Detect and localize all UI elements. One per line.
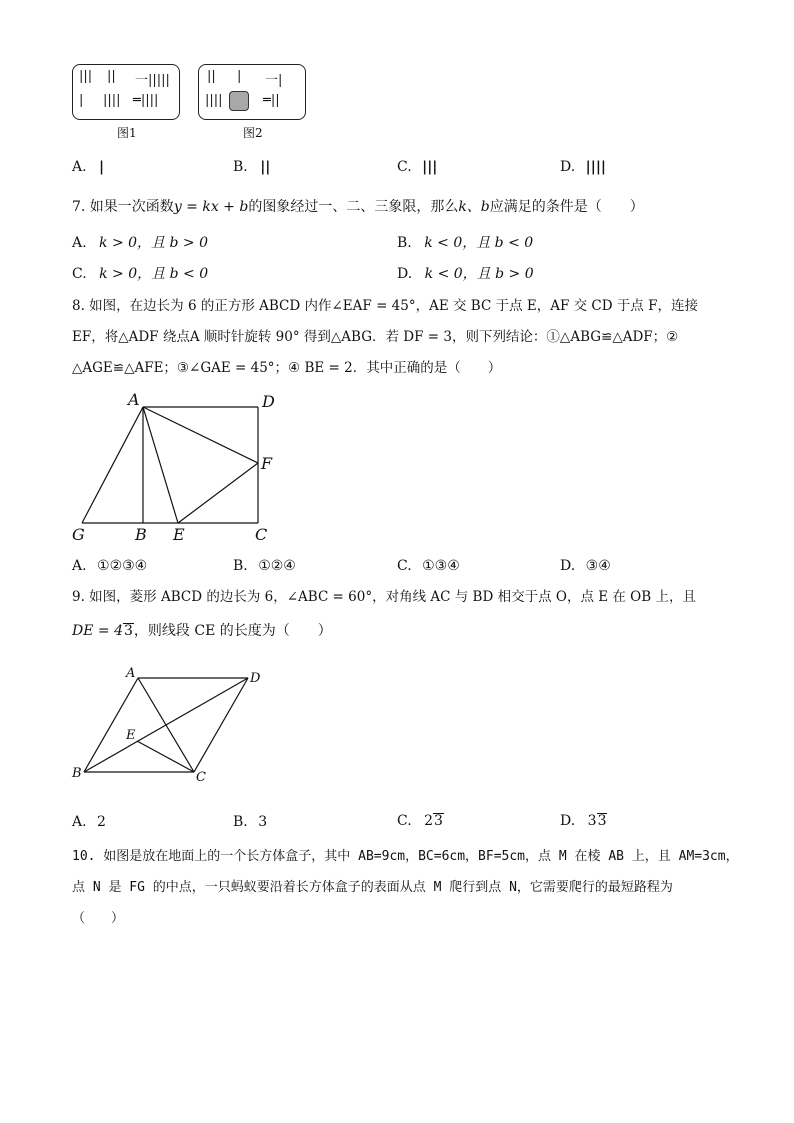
q8-option-a[interactable]: A. ①②③④ [72, 558, 148, 574]
q8-seg-AE [143, 407, 178, 523]
fig2-cell: ═|| [263, 93, 280, 108]
q7-stem: 7. 如果一次函数y = kx + b的图象经过一、二、三象限，那么k、b应满足的条件是（ ） [72, 199, 644, 215]
q6-option-c[interactable]: C. ||| [397, 159, 438, 175]
q8-seg-AF [143, 407, 258, 463]
q10-stem-line1: 10. 如图是放在地面上的一个长方体盒子，其中 AB=9cm，BC=6cm，BF=5cm，点 M 在棱 AB 上，且 AM=3cm， [72, 849, 739, 864]
q9-option-b[interactable]: B. 3 [233, 814, 268, 830]
q8-label-G: G [72, 525, 85, 544]
q9-label-D: D [250, 671, 261, 686]
q8-option-d[interactable]: D. ③④ [560, 558, 611, 574]
q9-option-c[interactable]: C. 23 [397, 813, 443, 829]
q8-seg-EF [178, 463, 258, 523]
q7-equation: y = kx + b [173, 199, 249, 215]
sqrt-symbol: 3 [434, 813, 443, 829]
q8-stem-line1: 8. 如图，在边长为 6 的正方形 ABCD 内作∠EAF = 45°，AE 交 BC 于点 E，AF 交 CD 于点 F，连接 [72, 298, 699, 314]
q10-stem-line2: 点 N 是 FG 的中点，一只蚂蚁要沿着长方体盒子的表面从点 M 爬行到点 N，它需要爬行的最短路程为 [72, 880, 673, 895]
fig2-cell: | [237, 69, 242, 84]
q7-option-d[interactable]: D. k < 0，且 b > 0 [397, 266, 534, 282]
q9-option-d[interactable]: D. 33 [560, 813, 607, 829]
q8-square-figure [70, 390, 280, 548]
figure-1 [72, 64, 180, 120]
fig1-cell: 一||||| [135, 73, 170, 88]
q9-label-E: E [126, 728, 136, 743]
fig1-cell: ═|||| [133, 93, 159, 108]
fig2-cell: |||| [205, 93, 223, 108]
q8-label-A: A [128, 390, 140, 409]
q9-label-C: C [196, 770, 206, 785]
q8-label-F: F [261, 454, 273, 473]
q7-option-c[interactable]: C. k > 0，且 b < 0 [72, 266, 209, 282]
q7-option-a[interactable]: A. k > 0，且 b > 0 [72, 235, 208, 251]
q8-stem-line2: EF，将△ADF 绕点A 顺时针旋转 90° 得到△ABG．若 DF = 3，则下列结论：①△ABG≌△ADF；② [72, 329, 679, 345]
fig2-cell: 一| [265, 73, 283, 88]
sqrt-symbol: 3 [123, 623, 133, 639]
q8-option-b[interactable]: B. ①②④ [233, 558, 296, 574]
fig1-cell: |||| [103, 93, 121, 108]
q8-stem-line3: △AGE≌△AFE；③∠GAE = 45°；④ BE = 2．其中正确的是（ ） [72, 360, 502, 376]
q6-option-d-value: |||| [585, 159, 607, 175]
q9-label-A: A [126, 666, 136, 681]
q6-option-d[interactable]: D. |||| [560, 159, 607, 175]
q9-rhombus-figure [70, 665, 270, 787]
q6-option-a-value: | [99, 159, 105, 175]
figure-2-caption: 图2 [243, 126, 263, 140]
q9-seg-AB [84, 678, 138, 772]
q8-label-D: D [262, 392, 275, 411]
q9-seg-BD [84, 678, 248, 772]
q9-label-B: B [72, 766, 82, 781]
fig1-cell: ||| [79, 69, 93, 84]
fig1-cell: || [107, 69, 116, 84]
q8-label-B: B [135, 525, 147, 544]
figure-1-caption: 图1 [117, 126, 137, 140]
q8-seg-AG [82, 407, 143, 523]
q9-stem-line2: DE = 43，则线段 CE 的长度为（ ） [72, 623, 332, 639]
q6-option-b-value: || [260, 159, 271, 175]
fig1-cell: | [79, 93, 84, 108]
q8-option-c[interactable]: C. ①③④ [397, 558, 460, 574]
fig2-cell: || [207, 69, 216, 84]
q6-option-a[interactable]: A. | [72, 159, 105, 175]
q9-seg-DC [194, 678, 248, 772]
q9-option-a[interactable]: A. 2 [72, 814, 106, 830]
q7-option-b[interactable]: B. k < 0，且 b < 0 [397, 235, 534, 251]
q8-label-C: C [255, 525, 268, 544]
q6-option-c-value: ||| [422, 159, 438, 175]
q10-stem-line3: （ ） [72, 911, 125, 926]
q9-stem-line1: 9. 如图，菱形 ABCD 的边长为 6，∠ABC = 60°，对角线 AC 与 BD 相交于点 O，点 E 在 OB 上，且 [72, 589, 696, 605]
q6-option-b[interactable]: B. || [233, 159, 271, 175]
figure-2 [198, 64, 306, 120]
sqrt-symbol: 3 [597, 813, 607, 829]
unknown-square-icon [229, 91, 249, 111]
q8-label-E: E [173, 525, 185, 544]
